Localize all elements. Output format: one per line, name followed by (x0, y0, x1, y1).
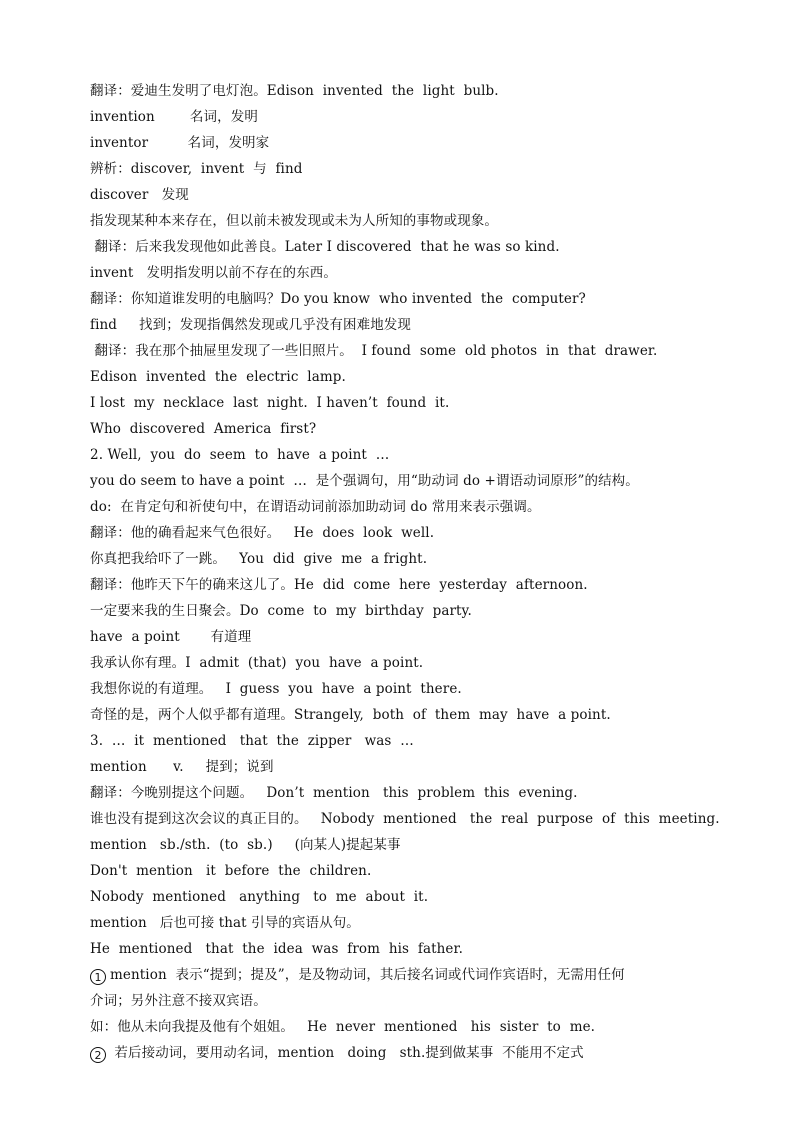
text-line: do: 在肯定句和祈使句中，在谓语动词前添加助动词 do 常用来表示强调。 (90, 499, 541, 515)
text-line: invent 发明指发明以前不存在的东西。 (90, 265, 337, 281)
text-line: mention 后也可接 that 引导的宾语从句。 (90, 915, 360, 931)
text-line: 2 若后接动词，要用动名词，mention doing sth.提到做某事 不能用不定式 (90, 1040, 750, 1066)
text-line: 你真把我给吓了一跳。 You did give me a fright. (90, 551, 428, 567)
text-line: 指发现某种本来存在，但以前未被发现或未为人所知的事物或现象。 (90, 213, 498, 229)
circled-number-icon: 1 (90, 969, 106, 985)
text-line: 翻译：你知道谁发明的电脑吗？Do you know who invented the computer? (90, 291, 586, 307)
text-line: 介词；另外注意不接双宾语。 (90, 993, 267, 1009)
text-line: 翻译：今晚别提这个问题。 Don’t mention this problem this evening. (90, 785, 578, 801)
text-line: Nobody mentioned anything to me about it. (90, 889, 429, 905)
section-heading: 3. … it mentioned that the zipper was … (90, 733, 414, 749)
text-line: 翻译：我在那个抽屉里发现了一些旧照片。 I found some old photos in that drawer. (90, 343, 658, 359)
text-line: 翻译：爱迪生发明了电灯泡。Edison invented the light bulb. (90, 83, 499, 99)
text-line: Don't mention it before the children. (90, 863, 372, 879)
text-line: find 找到；发现指偶然发现或几乎没有困难地发现 (90, 317, 412, 333)
circled-number-icon: 2 (90, 1047, 106, 1063)
text-line: discover 发现 (90, 187, 189, 203)
text-line: 奇怪的是，两个人似乎都有道理。Strangely, both of them may have a point. (90, 707, 611, 723)
text-line: Who discovered America first? (90, 421, 317, 437)
text-line: mention sb./sth. (to sb.) (向某人)提起某事 (90, 837, 401, 853)
text-line: 辨析：discover, invent 与 find (90, 161, 303, 177)
text-line: you do seem to have a point … 是个强调句，用“助动词 do +谓语动词原形”的结构。 (90, 473, 639, 489)
text-line: inventor 名词，发明家 (90, 135, 270, 151)
text-line: invention 名词，发明 (90, 109, 258, 125)
text-line: I lost my necklace last night. I haven’t found it. (90, 395, 450, 411)
text-line: mention v. 提到；说到 (90, 759, 274, 775)
text-line: 谁也没有提到这次会议的真正目的。 Nobody mentioned the real purpose of this meeting. (90, 811, 720, 827)
text-line: 我想你说的有道理。 I guess you have a point there. (90, 681, 462, 697)
document-page (90, 78, 750, 1066)
text-line: 如：他从未向我提及他有个姐姐。 He never mentioned his sister to me. (90, 1019, 596, 1035)
text-line: 翻译：他的确看起来气色很好。 He does look well. (90, 525, 435, 541)
text-line: 翻译：后来我发现他如此善良。Later I discovered that he was so kind. (90, 239, 560, 255)
text-line: have a point 有道理 (90, 629, 252, 645)
text-line: 我承认你有理。I admit (that) you have a point. (90, 655, 424, 671)
text-line: 1 mention 表示“提到；提及”，是及物动词，其后接名词或代词作宾语时，无需用任何 (90, 962, 750, 988)
text-line: He mentioned that the idea was from his father. (90, 941, 463, 957)
text-line: 一定要来我的生日聚会。Do come to my birthday party. (90, 603, 472, 619)
section-heading: 2. Well, you do seem to have a point … (90, 447, 390, 463)
text-line: 翻译：他昨天下午的确来这儿了。He did come here yesterday afternoon. (90, 577, 588, 593)
text-line: Edison invented the electric lamp. (90, 369, 346, 385)
